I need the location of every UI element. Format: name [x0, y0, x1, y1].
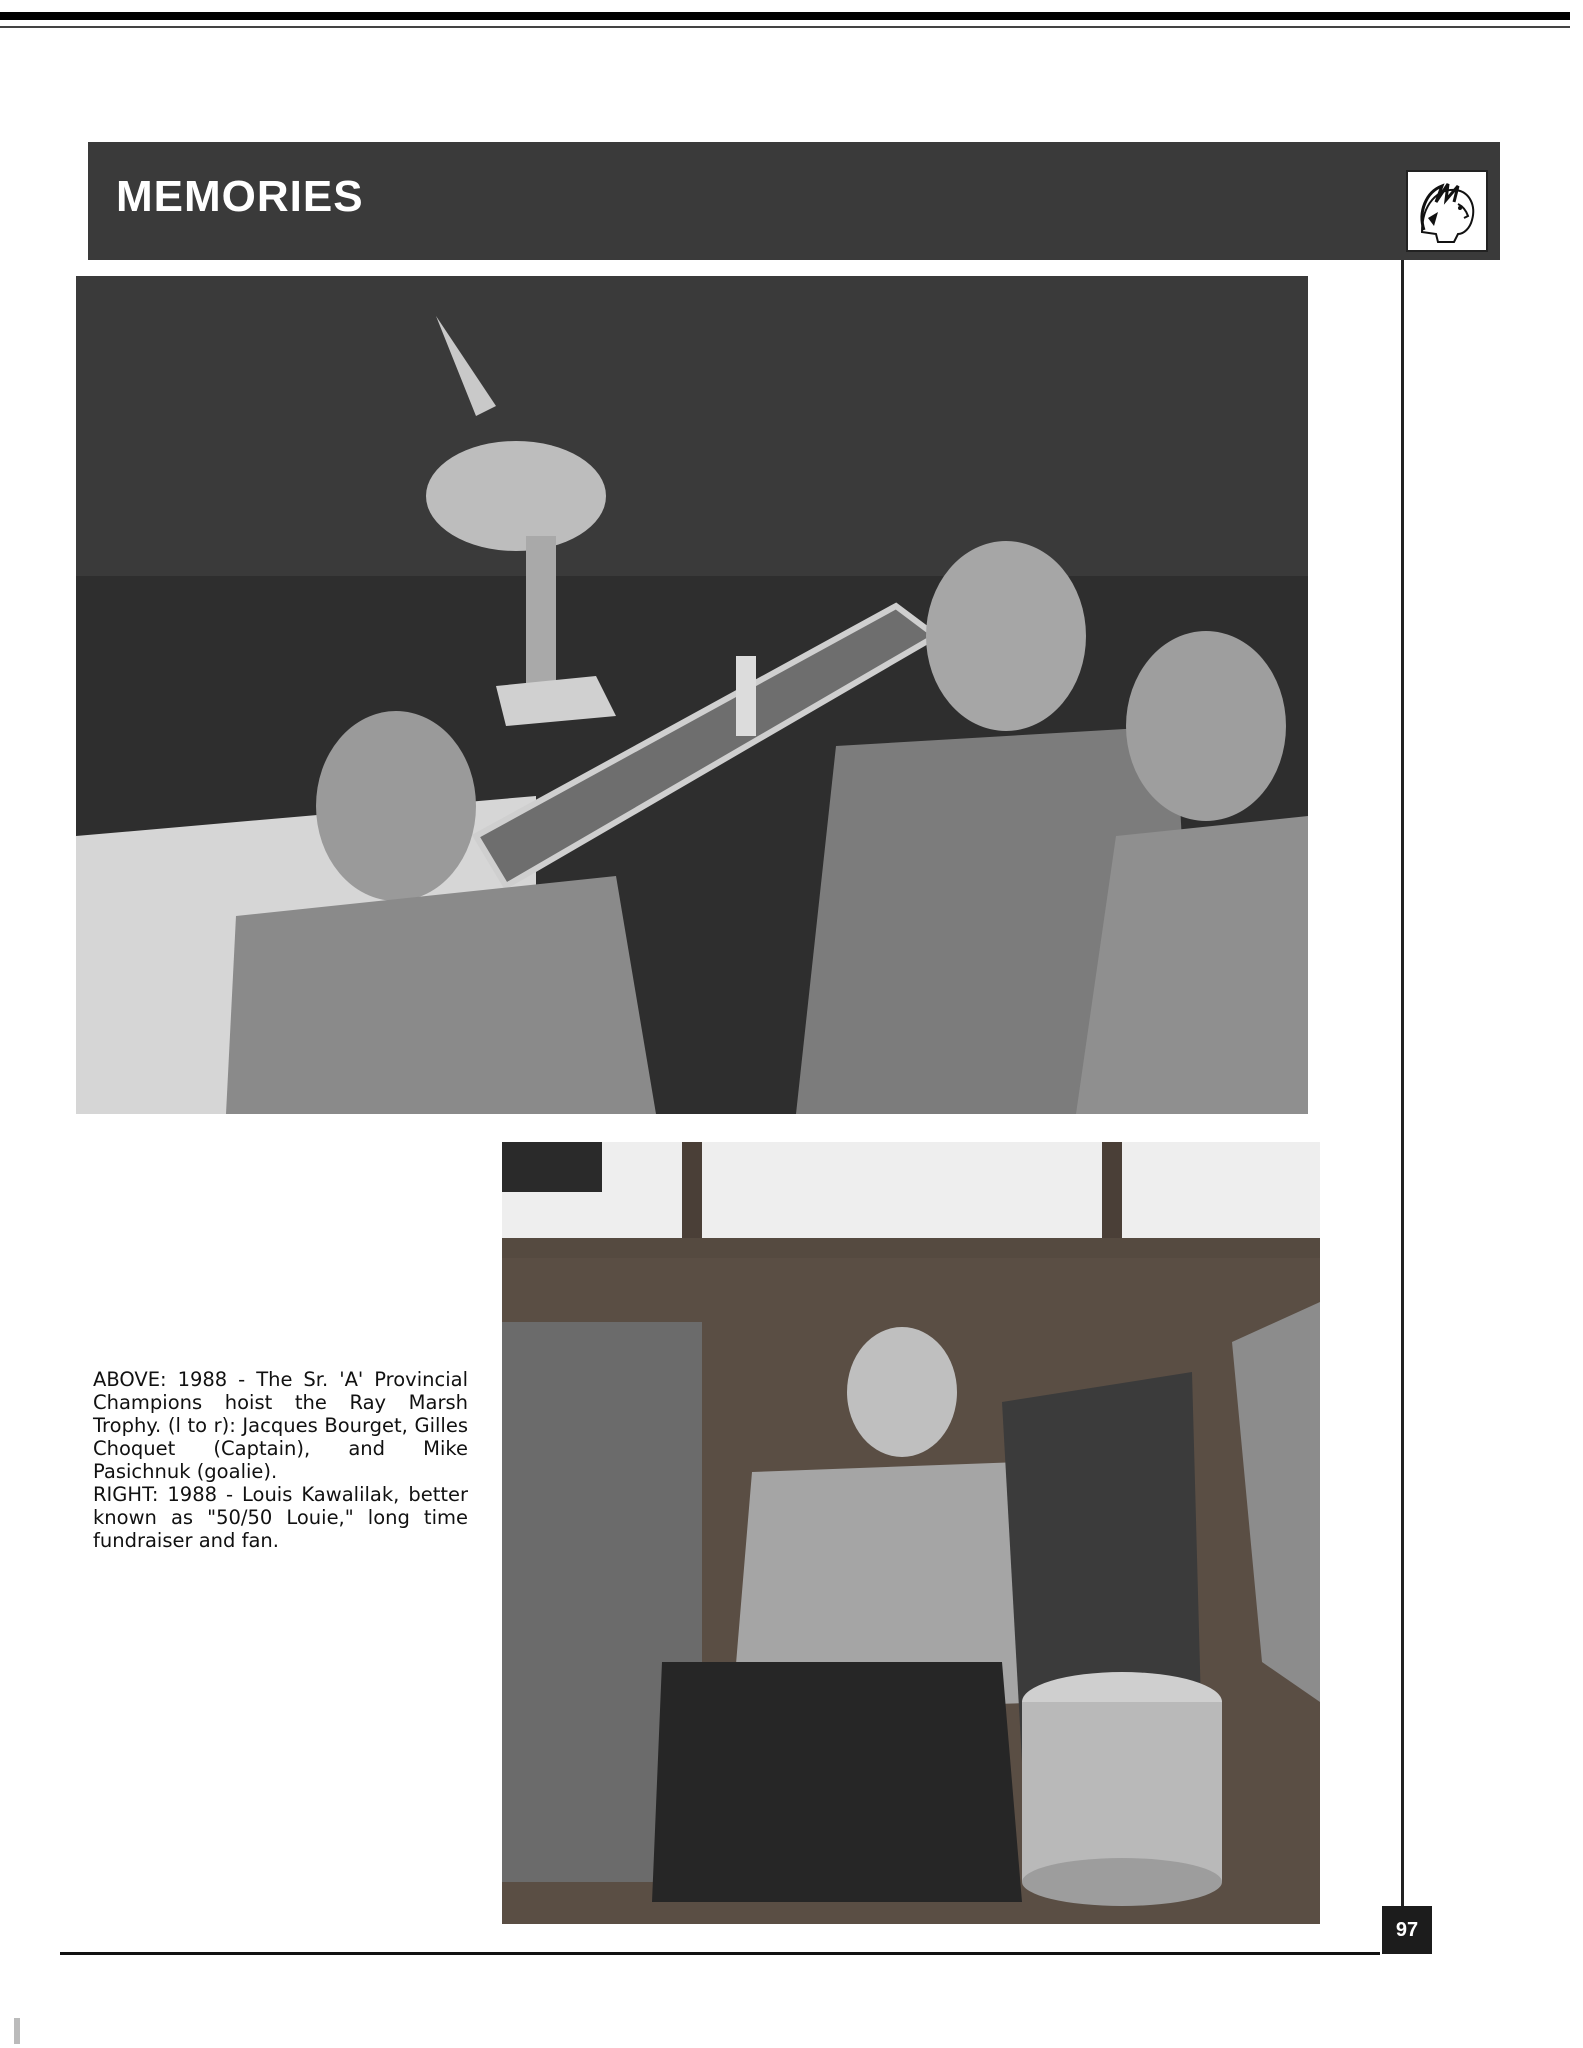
page-margin-rule	[1401, 260, 1404, 1952]
top-rule	[0, 12, 1570, 20]
photo-trophy-celebration	[76, 276, 1308, 1114]
bottom-rule	[60, 1952, 1380, 1955]
photo-caption	[93, 1368, 468, 1552]
photo-seated-man-with-keg	[502, 1142, 1320, 1924]
section-title: MEMORIES	[116, 172, 364, 221]
section-header	[88, 142, 1500, 260]
top-rule-thin	[0, 26, 1570, 28]
page-number: 97	[1382, 1906, 1432, 1954]
caption-above: ABOVE: 1988 - The Sr. 'A' Provincial Champions hoist the Ray Marsh Trophy. (l to r): Jacques Bourget, Gilles Choquet (Captain), and Mike Pasichnuk (goalie).	[93, 1368, 468, 1483]
chief-head-logo-icon	[1406, 170, 1488, 252]
caption-right: RIGHT: 1988 - Louis Kawalilak, better known as "50/50 Louie," long time fundraiser and fan.	[93, 1483, 468, 1552]
scan-edge-mark	[14, 2018, 20, 2044]
